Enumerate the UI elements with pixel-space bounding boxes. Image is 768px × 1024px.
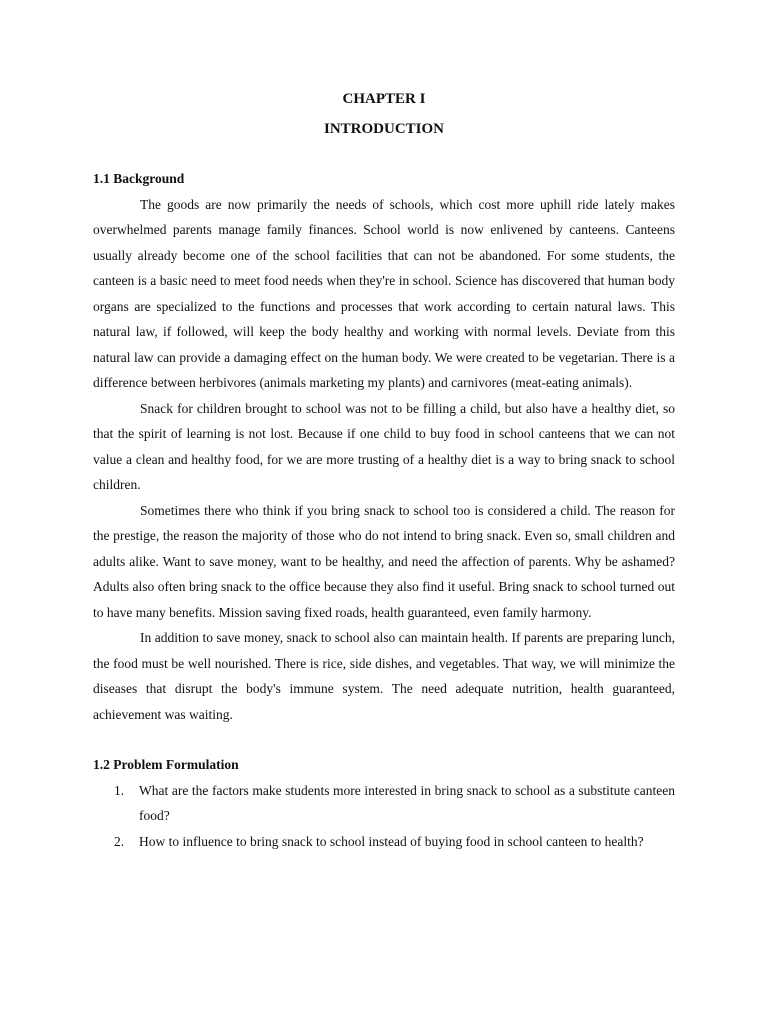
problem-list — [93, 778, 675, 855]
document-page — [93, 84, 675, 854]
section-background — [93, 166, 675, 727]
section-problem-formulation — [93, 752, 675, 854]
paragraph: Sometimes there who think if you bring snack to school too is considered a child. The reason for the prestige, the reason the majority of those who do not intend to bring snack. Even so, small children and adults alike. Want to save money, want to be healthy, and need the affection of parents. Why be ashamed? Adults also often bring snack to the office because they also find it useful. Bring snack to school turned out to have many benefits. Mission saving fixed roads, health guaranteed, even family harmony. — [93, 502, 675, 620]
paragraph: Snack for children brought to school was not to be filling a child, but also have a healthy diet, so that the spirit of learning is not lost. Because if one child to buy food in school canteens that we can not value a clean and healthy food, for we are more trusting of a healthy diet is a way to bring snack to school children. — [93, 400, 675, 492]
list-item — [93, 778, 675, 829]
list-item — [93, 829, 675, 855]
section-heading: 1.2 Problem Formulation — [93, 757, 239, 772]
paragraph: The goods are now primarily the needs of schools, which cost more uphill ride lately makes overwhelmed parents manage family finances. School world is now enlivened by canteens. Canteens usually already become one of the school facilities that can not be abandoned. For some students, the canteen is a basic need to meet food needs when they're in school. Science has discovered that human body organs are specialized to the functions and processes that work according to certain natural laws. This natural law, if followed, will keep the body healthy and working with normal levels. Deviate from this natural law can provide a damaging effect on the human body. We were created to be vegetarian. There is a difference between herbivores (animals marketing my plants) and carnivores (meat-eating animals). — [93, 196, 675, 390]
chapter-number: CHAPTER I — [342, 91, 426, 107]
list-text: What are the factors make students more interested in bring snack to school as a substitute canteen food? — [139, 782, 675, 823]
list-number: 2. — [114, 833, 125, 849]
chapter-title: INTRODUCTION — [323, 121, 444, 137]
list-text: How to influence to bring snack to school instead of buying food in school canteen to health? — [139, 833, 644, 849]
paragraph: In addition to save money, snack to school also can maintain health. If parents are preparing lunch, the food must be well nourished. There is rice, side dishes, and vegetables. That way, we will minimize the diseases that disrupt the body's immune system. The need adequate nutrition, health guaranteed, achievement was waiting. — [93, 630, 675, 722]
list-number: 1. — [114, 782, 125, 798]
section-heading: 1.1 Background — [93, 171, 185, 186]
